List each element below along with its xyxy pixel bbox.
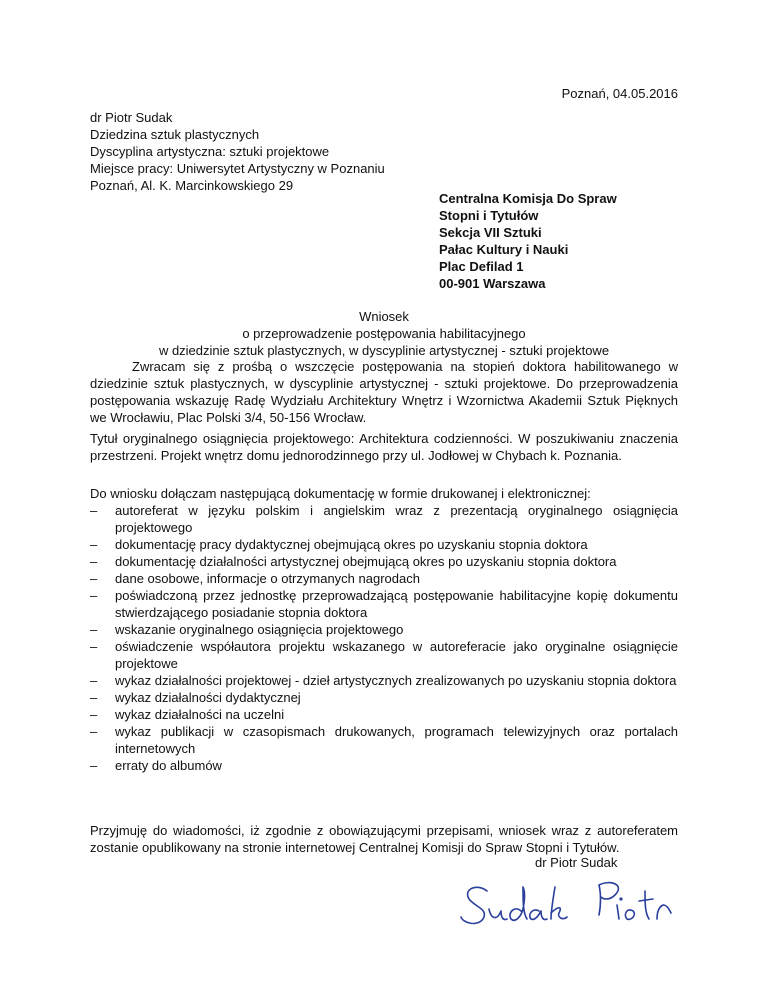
sender-block	[90, 109, 385, 194]
place-date: Poznań, 04.05.2016	[561, 86, 678, 101]
list-dash-marker: –	[90, 690, 98, 705]
document-list-item	[90, 570, 678, 587]
document-list-item-text: autoreferat w języku polskim i angielskim wraz z prezentacją oryginalnego osiągnięcia projektowego	[115, 503, 678, 535]
list-dash-marker: –	[90, 571, 98, 586]
documents-list	[90, 502, 678, 774]
list-dash-marker: –	[90, 707, 98, 722]
title-line: o przeprowadzenie postępowania habilitacyjnego	[242, 326, 526, 341]
document-list-item-text: poświadczoną przez jednostkę przeprowadzającą postępowanie habilitacyjne kopię dokumentu stwierdzającego posiadanie stopnia doktora	[115, 588, 678, 620]
document-list-item	[90, 689, 678, 706]
letter-title	[90, 308, 678, 359]
recipient-line: 00-901 Warszawa	[439, 276, 546, 291]
sender-name: dr Piotr Sudak	[90, 110, 173, 125]
recipient-line: Pałac Kultury i Nauki	[439, 242, 569, 257]
list-dash-marker: –	[90, 724, 98, 739]
document-list-item-text: wykaz działalności projektowej - dzieł artystycznych zrealizowanych po uzyskaniu stopnia doktora	[115, 673, 677, 688]
sender-field: Dziedzina sztuk plastycznych	[90, 127, 260, 142]
document-list-item-text: oświadczenie współautora projektu wskazanego w autoreferacie jako oryginalne osiągnięcie projektowe	[115, 639, 678, 671]
document-list-item-text: dane osobowe, informacje o otrzymanych nagrodach	[115, 571, 420, 586]
document-list-item-text: dokumentację działalności artystycznej obejmującą okres po uzyskaniu stopnia doktora	[115, 554, 617, 569]
document-list-item	[90, 502, 678, 536]
sender-discipline: Dyscyplina artystyczna: sztuki projektowe	[90, 144, 330, 159]
recipient-block	[439, 190, 617, 292]
document-list-item	[90, 536, 678, 553]
sender-workplace: Miejsce pracy: Uniwersytet Artystyczny w Poznaniu	[90, 161, 385, 176]
document-list-item	[90, 706, 678, 723]
list-dash-marker: –	[90, 588, 98, 603]
list-dash-marker: –	[90, 503, 98, 518]
document-list-item-text: wskazanie oryginalnego osiągnięcia projektowego	[115, 622, 404, 637]
request-paragraph: Zwracam się z prośbą o wszczęcie postępowania na stopień doktora habilitowanego w dziedzinie sztuk plastycznych, w dyscyplinie artystycznej - sztuki projektowe. Do przeprowadzenia postępowania wskazuję Radę Wydziału Architektury Wnętrz i Wzornictwa Akademii Sztuk Pięknych we Wrocławiu, Plac Polski 3/4, 50-156 Wrocław.	[90, 359, 678, 425]
sender-address: Poznań, Al. K. Marcinkowskiego 29	[90, 178, 294, 193]
documents-intro: Do wniosku dołączam następującą dokumentację w formie drukowanej i elektronicznej:	[90, 486, 591, 501]
document-list-item-text: wykaz publikacji w czasopismach drukowanych, programach telewizyjnych oraz portalach internetowych	[115, 724, 678, 756]
document-list-item	[90, 757, 678, 774]
list-dash-marker: –	[90, 554, 98, 569]
document-list-item	[90, 587, 678, 621]
list-dash-marker: –	[90, 673, 98, 688]
list-dash-marker: –	[90, 537, 98, 552]
document-list-item-text: erraty do albumów	[115, 758, 222, 773]
handwritten-signature	[455, 875, 685, 935]
list-dash-marker: –	[90, 758, 98, 773]
title-line: w dziedzinie sztuk plastycznych, w dyscyplinie artystycznej - sztuki projektowe	[158, 343, 610, 358]
document-list-item	[90, 672, 678, 689]
list-dash-marker: –	[90, 639, 98, 654]
recipient-line: Plac Defilad 1	[439, 259, 524, 274]
document-list-item-text: wykaz działalności dydaktycznej	[115, 690, 301, 705]
document-list-item	[90, 553, 678, 570]
document-list-item-text: wykaz działalności na uczelni	[115, 707, 285, 722]
document-list-item	[90, 723, 678, 757]
recipient-line: Sekcja VII Sztuki	[439, 225, 542, 240]
achievement-title-paragraph: Tytuł oryginalnego osiągnięcia projektowego: Architektura codzienności. W poszukiwaniu znaczenia przestrzeni. Projekt wnętrz domu jednorodzinnego przy ul. Jodłowej w Chybach k. Poznania.	[90, 431, 678, 463]
list-dash-marker: –	[90, 622, 98, 637]
title-line: Wniosek	[359, 309, 409, 324]
document-list-item	[90, 638, 678, 672]
document-list-item-text: dokumentację pracy dydaktycznej obejmującą okres po uzyskaniu stopnia doktora	[115, 537, 588, 552]
recipient-line: Centralna Komisja Do Spraw	[439, 191, 617, 206]
signatory-name: dr Piotr Sudak	[535, 855, 618, 870]
recipient-line: Stopni i Tytułów	[439, 208, 539, 223]
document-list-item	[90, 621, 678, 638]
publication-consent-paragraph: Przyjmuję do wiadomości, iż zgodnie z obowiązującymi przepisami, wniosek wraz z autoreferatem zostanie opublikowany na stronie internetowej Centralnej Komisji do Spraw Stopni i Tytułów.	[90, 823, 678, 855]
